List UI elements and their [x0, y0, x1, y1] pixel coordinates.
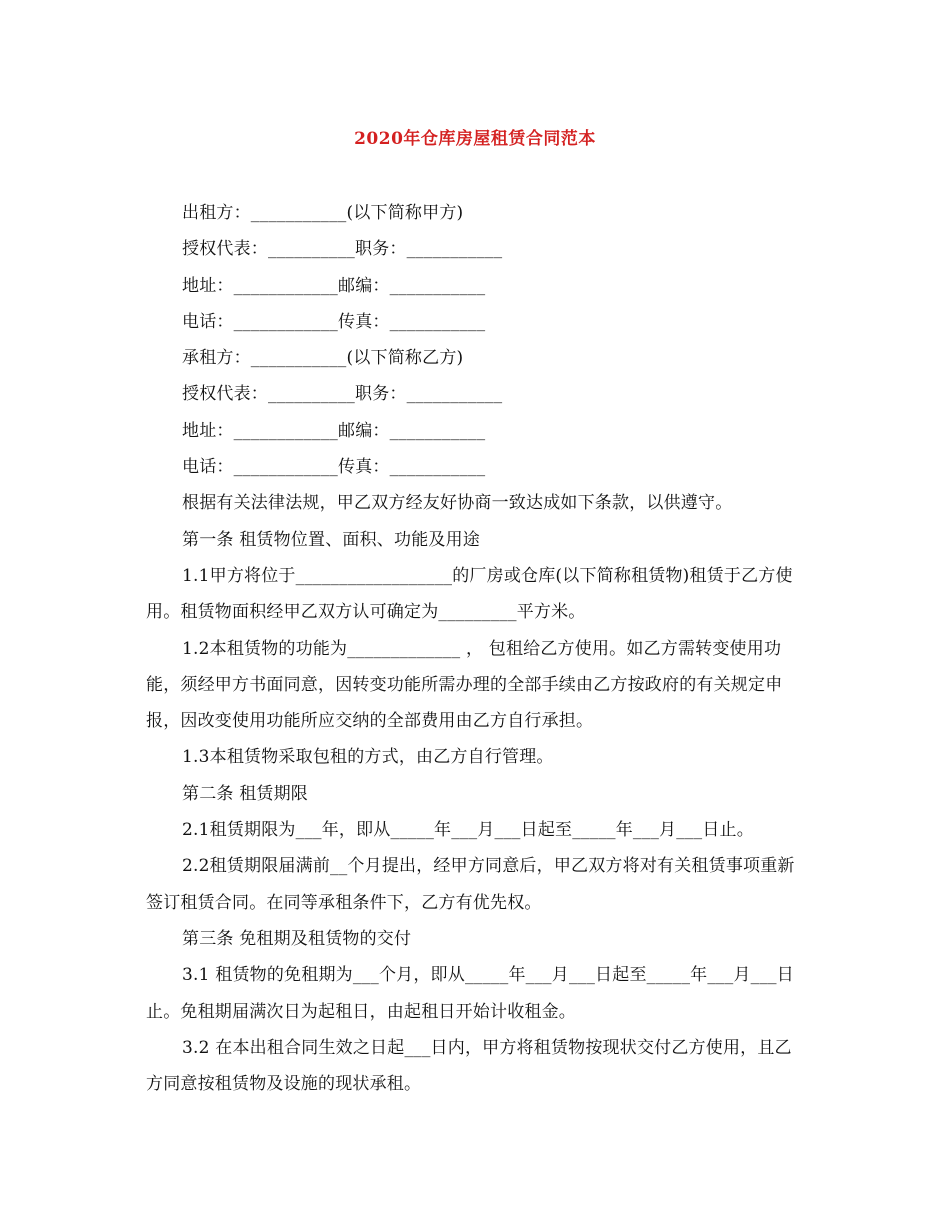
lessee-phone-line: 电话：____________传真：___________ [182, 457, 486, 478]
article-1-heading: 第一条 租赁物位置、面积、功能及用途 [182, 529, 481, 550]
clause-2-2: 2.2租赁期限届满前__个月提出，经甲方同意后，甲乙双方将对有关租赁事项重新签订租赁合同。在同等承租条件下，乙方有优先权。 [146, 856, 795, 913]
lessor-representative-line: 授权代表：__________职务：___________ [182, 239, 503, 260]
lessee-address-line: 地址：____________邮编：___________ [182, 420, 486, 441]
lessor-phone-line: 电话：____________传真：___________ [182, 311, 486, 332]
lessee-line: 承租方：___________(以下简称乙方) [182, 348, 464, 369]
clause-3-2: 3.2 在本出租合同生效之日起___日内，甲方将租赁物按现状交付乙方使用，且乙方同意按租赁物及设施的现状承租。 [146, 1037, 792, 1095]
lessee-representative-line: 授权代表：__________职务：___________ [182, 384, 503, 405]
clause-3-1: 3.1 租赁物的免租期为___个月，即从_____年___月___日起至_____年___月___日止。免租期届满次日为起租日，由起租日开始计收租金。 [146, 965, 794, 1022]
clause-2-1: 2.1租赁期限为___年，即从_____年___月___日起至_____年___月___日止。 [182, 820, 754, 841]
lessor-line: 出租方：___________(以下简称甲方) [182, 203, 464, 223]
lessor-address-line: 地址：____________邮编：___________ [182, 275, 486, 296]
clause-1-2: 1.2本租赁物的功能为_____________ ， 包租给乙方使用。如乙方需转变使用功能，须经甲方书面同意，因转变功能所需办理的全部手续由乙方按政府的有关规定申报，因改变使用功能所应交纳的全部费用由乙方自行承担。 [146, 638, 783, 732]
article-2-heading: 第二条 租赁期限 [182, 783, 309, 804]
document-title: 2020年仓库房屋租赁合同范本 [354, 129, 596, 149]
preamble-paragraph: 根据有关法律法规，甲乙双方经友好协商一致达成如下条款，以供遵守。 [182, 493, 733, 514]
clause-1-1: 1.1甲方将位于__________________的厂房或仓库(以下简称租赁物)租赁于乙方使用。租赁物面积经甲乙双方认可确定为_________平方米。 [146, 565, 793, 623]
clause-1-3: 1.3本租赁物采取包租的方式，由乙方自行管理。 [182, 747, 554, 768]
document-body [146, 195, 806, 1102]
article-3-heading: 第三条 免租期及租赁物的交付 [182, 928, 412, 949]
